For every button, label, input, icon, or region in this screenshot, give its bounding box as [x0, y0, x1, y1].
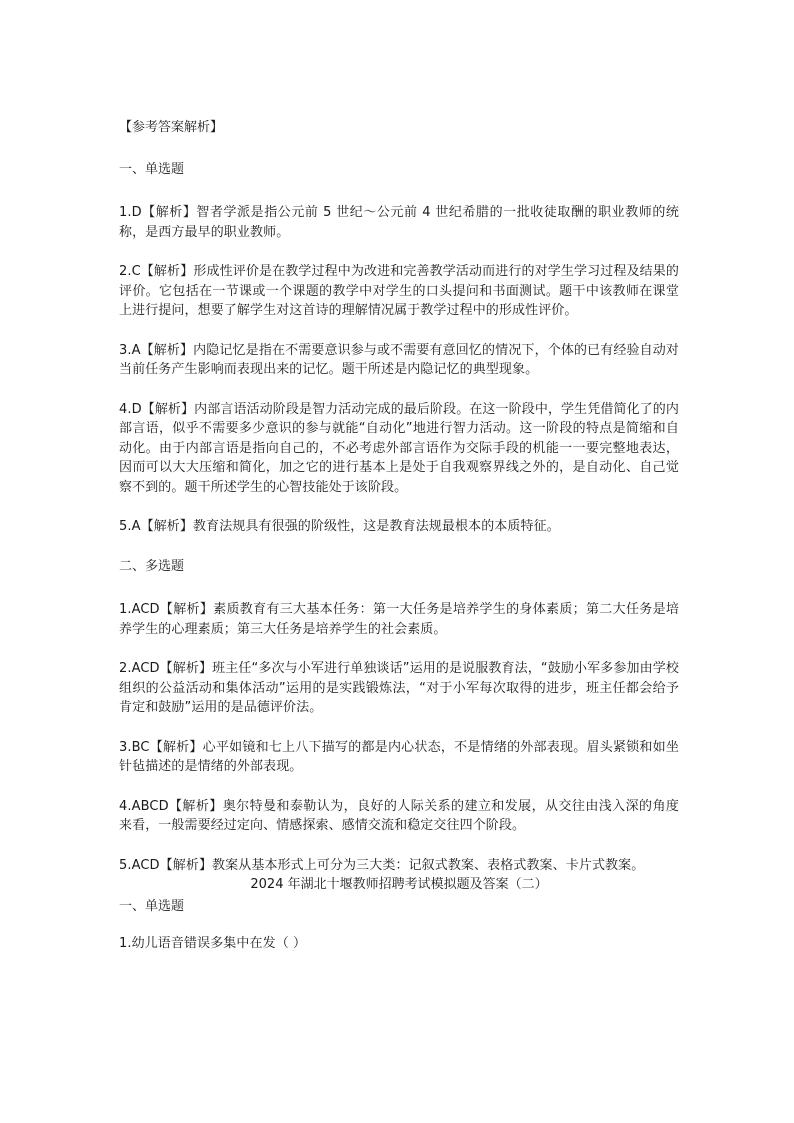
next-exam-title: 2024 年湖北十堰教师招聘考试模拟题及答案（二）: [250, 877, 548, 892]
next-question-1: 1.幼儿语音错误多集中在发（ ）: [119, 936, 307, 951]
multi-answer-4: 4.ABCD【解析】奥尔特曼和泰勒认为，良好的人际关系的建立和发展，从交往由浅入深的角度来看，一般需要经过定向、情感探索、感情交流和稳定交往四个阶段。: [119, 798, 679, 833]
multi-answer-2: 2.ACD【解析】班主任“多次与小军进行单独谈话”运用的是说服教育法，“鼓励小军多参加由学校组织的公益活动和集体活动”运用的是实践锻炼法，“对于小军每次取得的进步，班主任都会给予肯定和鼓励”运用的是品德评价法。: [119, 661, 679, 715]
single-answer-3: 3.A【解析】内隐记忆是指在不需要意识参与或不需要有意回忆的情况下，个体的已有经验自动对当前任务产生影响而表现出来的记忆。题干所述是内隐记忆的典型现象。: [119, 342, 679, 377]
multi-answer-5: 5.ACD【解析】教案从基本形式上可分为三大类：记叙式教案、表格式教案、卡片式教案。: [119, 857, 645, 873]
multi-answer-1: 1.ACD【解析】素质教育有三大基本任务：第一大任务是培养学生的身体素质；第二大任务是培养学生的心理素质；第三大任务是培养学生的社会素质。: [119, 602, 679, 637]
document-body: [119, 118, 679, 974]
single-answer-5: 5.A【解析】教育法规具有很强的阶级性，这是教育法规最根本的本质特征。: [119, 519, 560, 534]
single-answer-2: 2.C【解析】形成性评价是在教学过程中为改进和完善教学活动而进行的对学生学习过程及结果的评价。它包括在一节课或一个课题的教学中对学生的口头提问和书面测试。题干中该教师在课堂上进行提问，想要了解学生对这首诗的理解情况属于教学过程中的形成性评价。: [119, 264, 679, 318]
answer-key-heading: 【参考答案解析】: [119, 120, 224, 135]
single-answer-1: 1.D【解析】智者学派是指公元前 5 世纪～公元前 4 世纪希腊的一批收徒取酬的职业教师的统称，是西方最早的职业教师。: [119, 205, 679, 240]
section-single-choice-title: 一、单选题: [119, 161, 185, 177]
single-answer-4: 4.D【解析】内部言语活动阶段是智力活动完成的最后阶段。在这一阶段中，学生凭借简化了的内部言语，似乎不需要多少意识的参与就能“自动化”地进行智力活动。这一阶段的特点是简缩和自动化。由于内部言语是指向自己的，不必考虑外部言语作为交际手段的机能一一要完整地表达，因而可以大大压缩和简化，加之它的进行基本上是处于自我观察界线之外的，是自动化、自己觉察不到的。题干所述学生的心智技能处于该阶段。: [119, 401, 679, 495]
section-multi-choice-title: 二、多选题: [119, 558, 185, 574]
multi-answer-3: 3.BC【解析】心平如镜和七上八下描写的都是内心状态，不是情绪的外部表现。眉头紧锁和如坐针毡描述的是情绪的外部表现。: [119, 739, 679, 774]
next-section-title: 一、单选题: [119, 898, 185, 914]
